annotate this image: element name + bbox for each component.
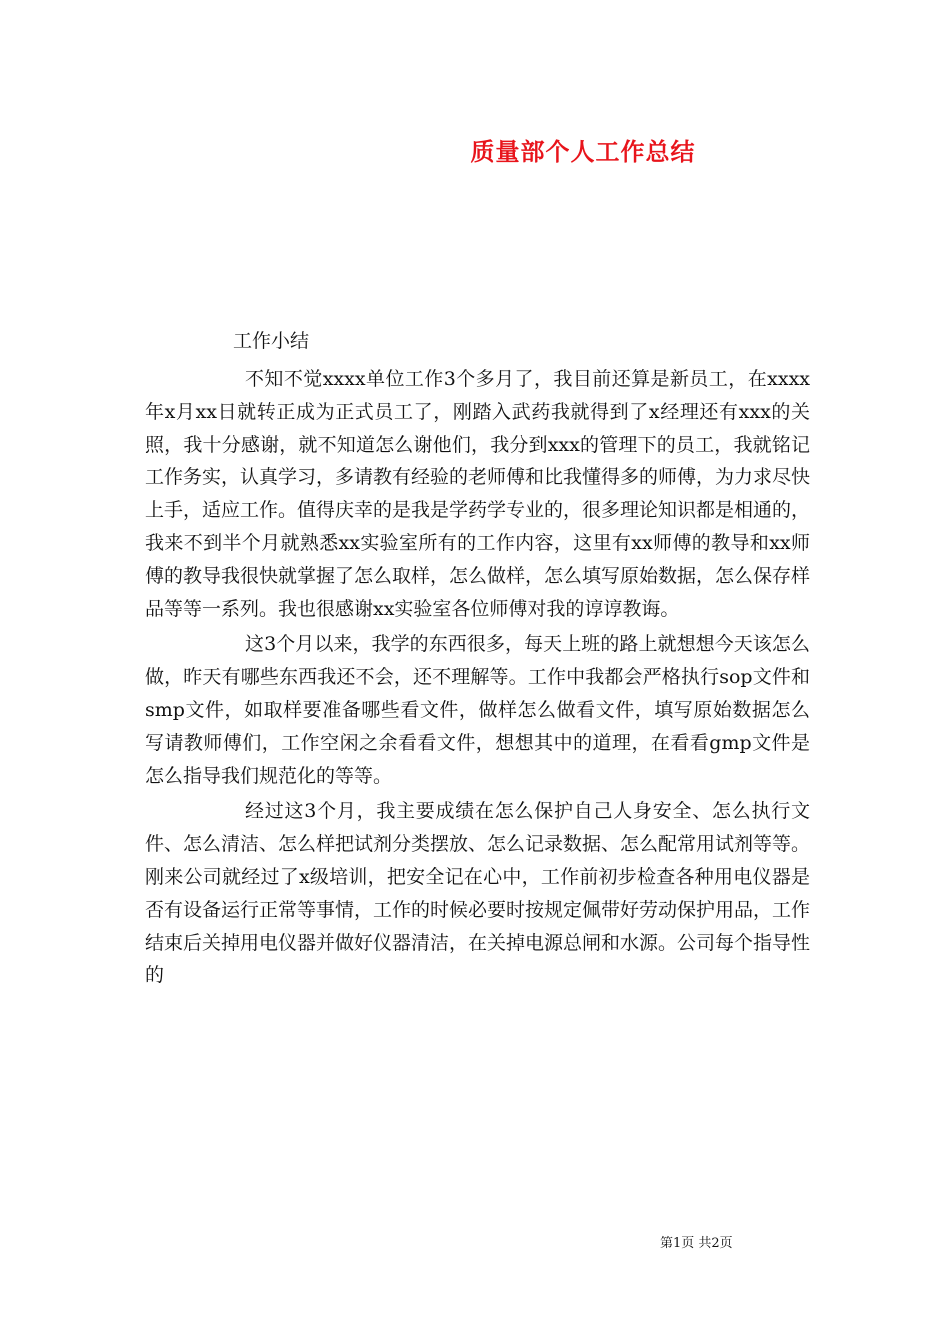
document-title: 质量部个人工作总结 <box>470 137 696 166</box>
body-paragraph: 这3个月以来，我学的东西很多，每天上班的路上就想想今天该怎么做，昨天有哪些东西我还不会，还不理解等。工作中我都会严格执行sop文件和smp文件，如取样要准备哪些看文件，做样怎么做看文件，填写原始数据怎么写请教师傅们，工作空闲之余看看文件，想想其中的道理，在看看gmp文件是怎么指导我们规范化的等等。 <box>145 633 810 787</box>
body-paragraph: 不知不觉xxxx单位工作3个多月了，我目前还算是新员工，在xxxx年x月xx日就转正成为正式员工了，刚踏入武药我就得到了x经理还有xxx的关照，我十分感谢，就不知道怎么谢他们，我分到xxx的管理下的员工，我就铭记工作务实，认真学习，多请教有经验的老师傅和比我懂得多的师傅，为力求尽快上手，适应工作。值得庆幸的是我是学药学专业的，很多理论知识都是相通的，我来不到半个月就熟悉xx实验室所有的工作内容，这里有xx师傅的教导和xx师傅的教导我很快就掌握了怎么取样，怎么做样，怎么填写原始数据，怎么保存样品等等一系列。我也很感谢xx实验室各位师傅对我的谆谆教诲。 <box>145 368 811 620</box>
document-body <box>145 363 810 992</box>
page-number: 第1页 共2页 <box>660 1236 733 1251</box>
body-paragraph: 经过这3个月，我主要成绩在怎么保护自己人身安全、怎么执行文件、怎么清洁、怎么样把试剂分类摆放、怎么记录数据、怎么配常用试剂等等。刚来公司就经过了x级培训，把安全记在心中，工作前初步检查各种用电仪器是否有设备运行正常等事情，工作的时候必要时按规定佩带好劳动保护用品，工作结束后关掉用电仪器并做好仪器清洁，在关掉电源总闸和水源。公司每个指导性的 <box>145 800 811 987</box>
section-heading: 工作小结 <box>233 330 310 352</box>
